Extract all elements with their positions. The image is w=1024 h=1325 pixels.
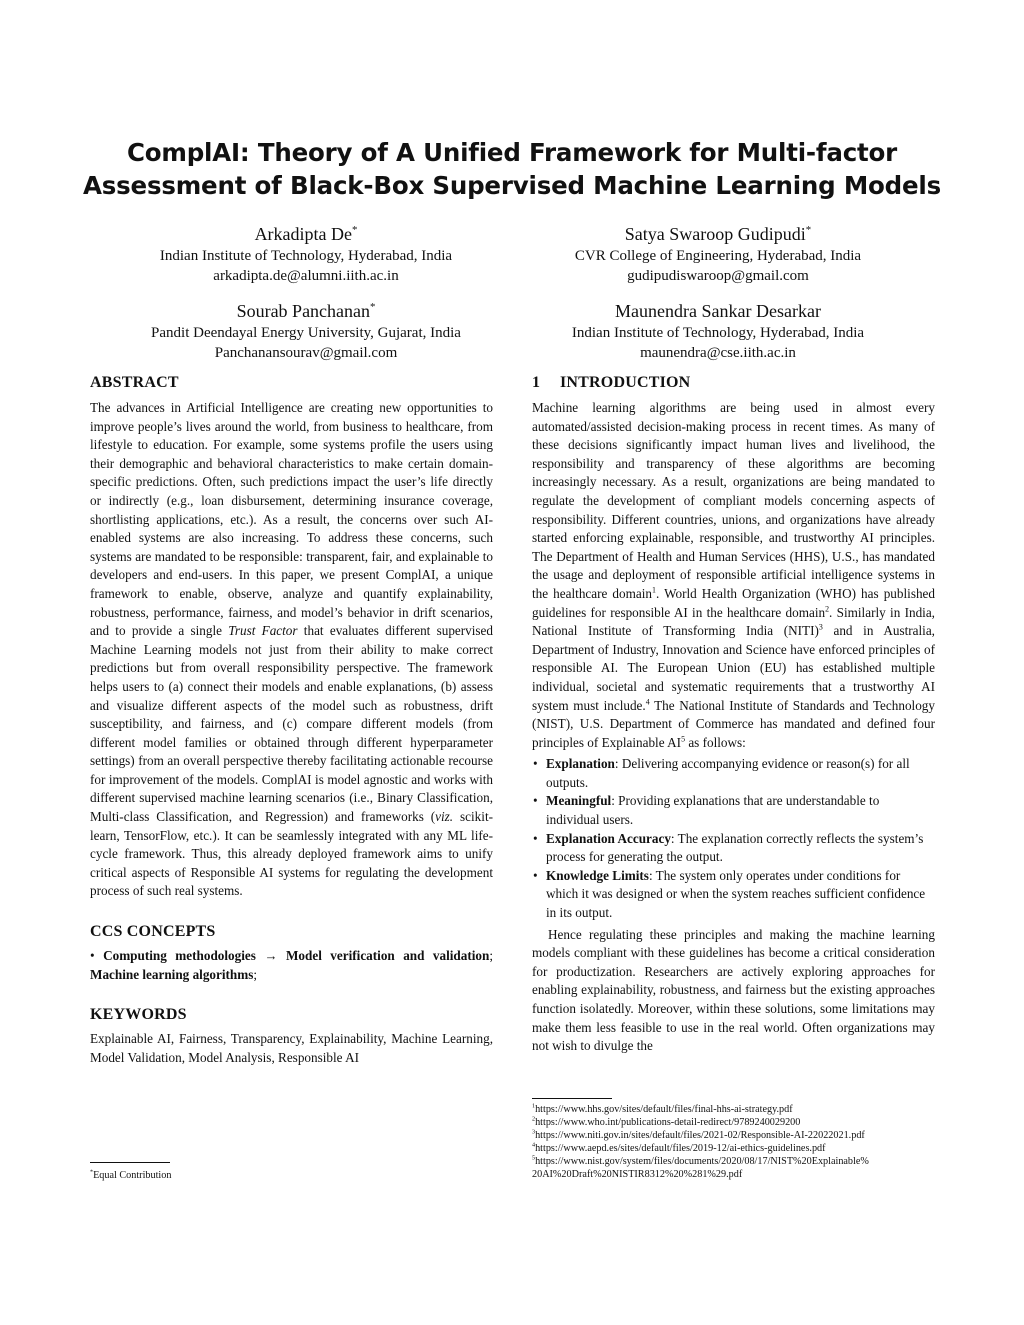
author-affiliation: CVR College of Engineering, Hyderabad, India <box>574 248 862 264</box>
author-affiliation: Indian Institute of Technology, Hyderabad, India <box>159 248 453 264</box>
ccs-part: Machine learning algorithms <box>90 966 254 982</box>
author-block-4 <box>508 299 928 363</box>
footnote-number: 3 <box>532 1129 536 1136</box>
author-block-2 <box>508 222 928 286</box>
author-email: Panchanansourav@gmail.com <box>214 345 398 361</box>
footnote-number: 5 <box>532 1155 536 1162</box>
list-item <box>532 830 935 867</box>
ccs-arrow: → <box>264 948 278 964</box>
equal-contribution-text: Equal Contribution <box>93 1170 172 1181</box>
footnote-ref: 1 <box>652 585 656 595</box>
section-number: 1 <box>532 374 541 391</box>
equal-contribution-mark: * <box>370 301 376 313</box>
author-email: maunendra@cse.iith.ac.in <box>640 345 796 361</box>
paper-title-line-2: Assessment of Black-Box Supervised Machine Learning Models <box>83 171 941 200</box>
footnote <box>532 1142 936 1155</box>
author-affiliation: Pandit Deendayal Energy University, Gujarat, India <box>151 325 461 341</box>
principle-term: Explanation <box>546 756 615 772</box>
footnote-number: 1 <box>532 1103 536 1110</box>
abstract-text-part: scikit-learn, TensorFlow, etc.). It can be seamlessly integrated with any ML life-cycle framework. Thus, this already deployed framework aims to unify critical aspects of Responsible AI systems for regulating the development process of such real systems. <box>90 809 493 899</box>
equal-contribution-mark: * <box>805 224 812 236</box>
section-title: INTRODUCTION <box>560 374 691 391</box>
author-name: Satya Swaroop Gudipudi <box>624 224 806 244</box>
author-name: Maunendra Sankar Desarkar <box>615 301 821 321</box>
principle-text: : The explanation correctly reflects the system’s process for generating the output. <box>546 830 924 865</box>
list-item <box>532 867 935 923</box>
footnote-link[interactable]: https://www.nist.gov/system/files/documents/2020/08/17/NIST%20Explainable% <box>535 1156 869 1167</box>
equal-contribution-mark: * <box>352 224 358 236</box>
equal-contribution-mark: * <box>90 1169 94 1176</box>
footnote-rule <box>532 1098 612 1099</box>
ccs-part: Model verification and validation <box>285 948 490 964</box>
ccs-bullet: • <box>90 948 95 964</box>
author-name: Sourab Panchanan <box>236 301 371 321</box>
footnote-ref: 3 <box>818 622 823 632</box>
ccs-part: Computing methodologies <box>103 948 256 964</box>
principle-text: : The system only operates under conditions for which it was designed or when the system reaches sufficient confidence in its output. <box>546 867 926 921</box>
list-item <box>532 792 935 829</box>
footnotes <box>532 1103 936 1181</box>
footnote <box>532 1155 936 1168</box>
abstract-text-part: that evaluates different supervised Machine Learning models not just from their ability to make correct predictions but from overall responsibility perspective. The framework helps users to (a) connect their models and enable explanations, (b) assess and visualize different aspects of the model such as robustness, drift susceptibility, and fairness, and (c) compare different models (from different model families or obtained through different hyperparameter settings) from an overall perspective thereby facilitating actionable recourse for improvement of the models. ComplAI is model agnostic and works with different supervised machine learning scenarios (i.e., Binary Classification, Multi-class Classification, and Regression) and frameworks ( <box>90 623 493 825</box>
footnote <box>532 1129 936 1142</box>
footnote-ref: 5 <box>681 734 686 744</box>
footnote <box>532 1103 936 1116</box>
author-block-1 <box>96 222 516 286</box>
ccs-separator: ; <box>253 966 258 982</box>
principle-term: Explanation Accuracy <box>546 830 671 846</box>
paper-title <box>0 136 1024 202</box>
keywords-text: Explainable AI, Fairness, Transparency, Explainability, Machine Learning, Model Validation, Model Analysis, Responsible AI <box>90 1031 493 1065</box>
intro-text: Machine learning algorithms are being used in almost every automated/assisted decision-making process in recent times. As many of these decisions significantly impact human lives and livelihood, the responsibility and transparency of these algorithms are becoming increasingly necessary. As a result, organizations are being mandated to regulate the development of compliant models concerning aspects of responsibility. Different countries, unions, and organizations have already started enforcing explainable, responsible, and trustworthy AI principles. The Department of Health and Human Services (HHS), U.S., has mandated the usage and deployment of responsible artificial intelligence systems in the healthcare domain <box>532 400 935 601</box>
principle-text: : Providing explanations that are understandable to individual users. <box>546 793 880 828</box>
list-item <box>532 755 935 792</box>
footnote-link[interactable]: https://www.hhs.gov/sites/default/files/final-hhs-ai-strategy.pdf <box>535 1104 793 1115</box>
intro-text: as follows: <box>685 734 746 750</box>
ccs-concepts <box>90 947 493 984</box>
abstract-heading: ABSTRACT <box>90 374 179 391</box>
author-email: gudipudiswaroop@gmail.com <box>627 268 809 284</box>
intro-text: . Similarly in India, National Institute of Transforming India (NITI) <box>532 604 935 639</box>
footnote-number: 4 <box>532 1142 536 1149</box>
author-block-3 <box>96 299 516 363</box>
intro-paragraph-2: Hence regulating these principles and making the machine learning models compliant with these guidelines has become a critical consideration for productization. Researchers are actively exploring approaches for enabling explainability, robustness, and fairness but the existing approaches function isolatedly. Moreover, within these solutions, some limitations may make them less feasible to use in the real world. Often organizations may not wish to divulge the <box>532 926 935 1054</box>
paper-title-line-1: ComplAI: Theory of A Unified Framework for Multi-factor <box>126 138 898 167</box>
author-name: Arkadipta De <box>254 224 353 244</box>
introduction-heading <box>532 372 935 394</box>
principle-term: Meaningful <box>546 793 612 809</box>
footnote-link[interactable]: https://www.who.int/publications-detail-redirect/9789240029200 <box>535 1117 801 1128</box>
footnote-continuation[interactable]: 20AI%20Draft%20NISTIR8312%20%281%29.pdf <box>532 1169 743 1180</box>
intro-paragraph-1 <box>532 399 935 752</box>
footnote-ref: 2 <box>825 604 830 614</box>
author-email: arkadipta.de@alumni.iith.ac.in <box>213 268 399 284</box>
abstract-text <box>90 399 493 901</box>
footnote-rule <box>90 1162 170 1163</box>
footnote-number: 2 <box>532 1116 536 1123</box>
xai-principles-list <box>532 755 935 922</box>
footnote <box>532 1116 936 1129</box>
abstract-text-part: The advances in Artificial Intelligence are creating new opportunities to improve people’s lives around the world, from business to healthcare, from lifestyle to education. For example, some systems profile the users using their demographic and behavioral characteristics to make certain domain-specific predictions. Often, such predictions impact the user’s life directly or indirectly (e.g., loan disbursement, determining insurance coverage, shortlisting applications, etc.). As a result, the concerns over such AI-enabled systems are also increasing. To address these concerns, such systems are mandated to be responsible: transparent, fair, and explainable to developers and end-users. In this paper, we present ComplAI, a unique framework to enable, observe, analyze and quantify explainability, robustness, performance, fairness, and model’s behavior in drift scenarios, and to provide a single <box>90 400 493 639</box>
intro-text: and in Australia, Department of Industry, Innovation and Science have enforced principles of responsible AI. The European Union (EU) has established multiple individual, societal and systematic requirements that a trustworthy AI system must include. <box>532 623 935 713</box>
abstract-viz: viz. <box>435 809 454 825</box>
author-affiliation: Indian Institute of Technology, Hyderabad, India <box>571 325 865 341</box>
intro-text: . World Health Organization (WHO) has published guidelines for responsible AI in the healthcare domain <box>532 585 935 620</box>
principle-text: : Delivering accompanying evidence or reason(s) for all outputs. <box>546 756 910 790</box>
footnote-link[interactable]: https://www.niti.gov.in/sites/default/files/2021-02/Responsible-AI-22022021.pdf <box>535 1130 865 1141</box>
ccs-separator: ; <box>489 948 494 964</box>
intro-text: The National Institute of Standards and Technology (NIST), U.S. Department of Commerce has mandated and defined four principles of Explainable AI <box>532 697 935 750</box>
keywords-heading: KEYWORDS <box>90 1006 187 1024</box>
equal-contribution-note <box>90 1169 171 1182</box>
ccs-heading: CCS CONCEPTS <box>90 923 216 941</box>
trust-factor-term: Trust Factor <box>228 623 298 639</box>
left-column <box>90 372 493 1067</box>
footnote-ref: 4 <box>645 697 650 707</box>
right-column <box>532 372 935 1056</box>
footnote-link[interactable]: https://www.aepd.es/sites/default/files/2019-12/ai-ethics-guidelines.pdf <box>535 1143 826 1154</box>
principle-term: Knowledge Limits <box>546 867 649 883</box>
